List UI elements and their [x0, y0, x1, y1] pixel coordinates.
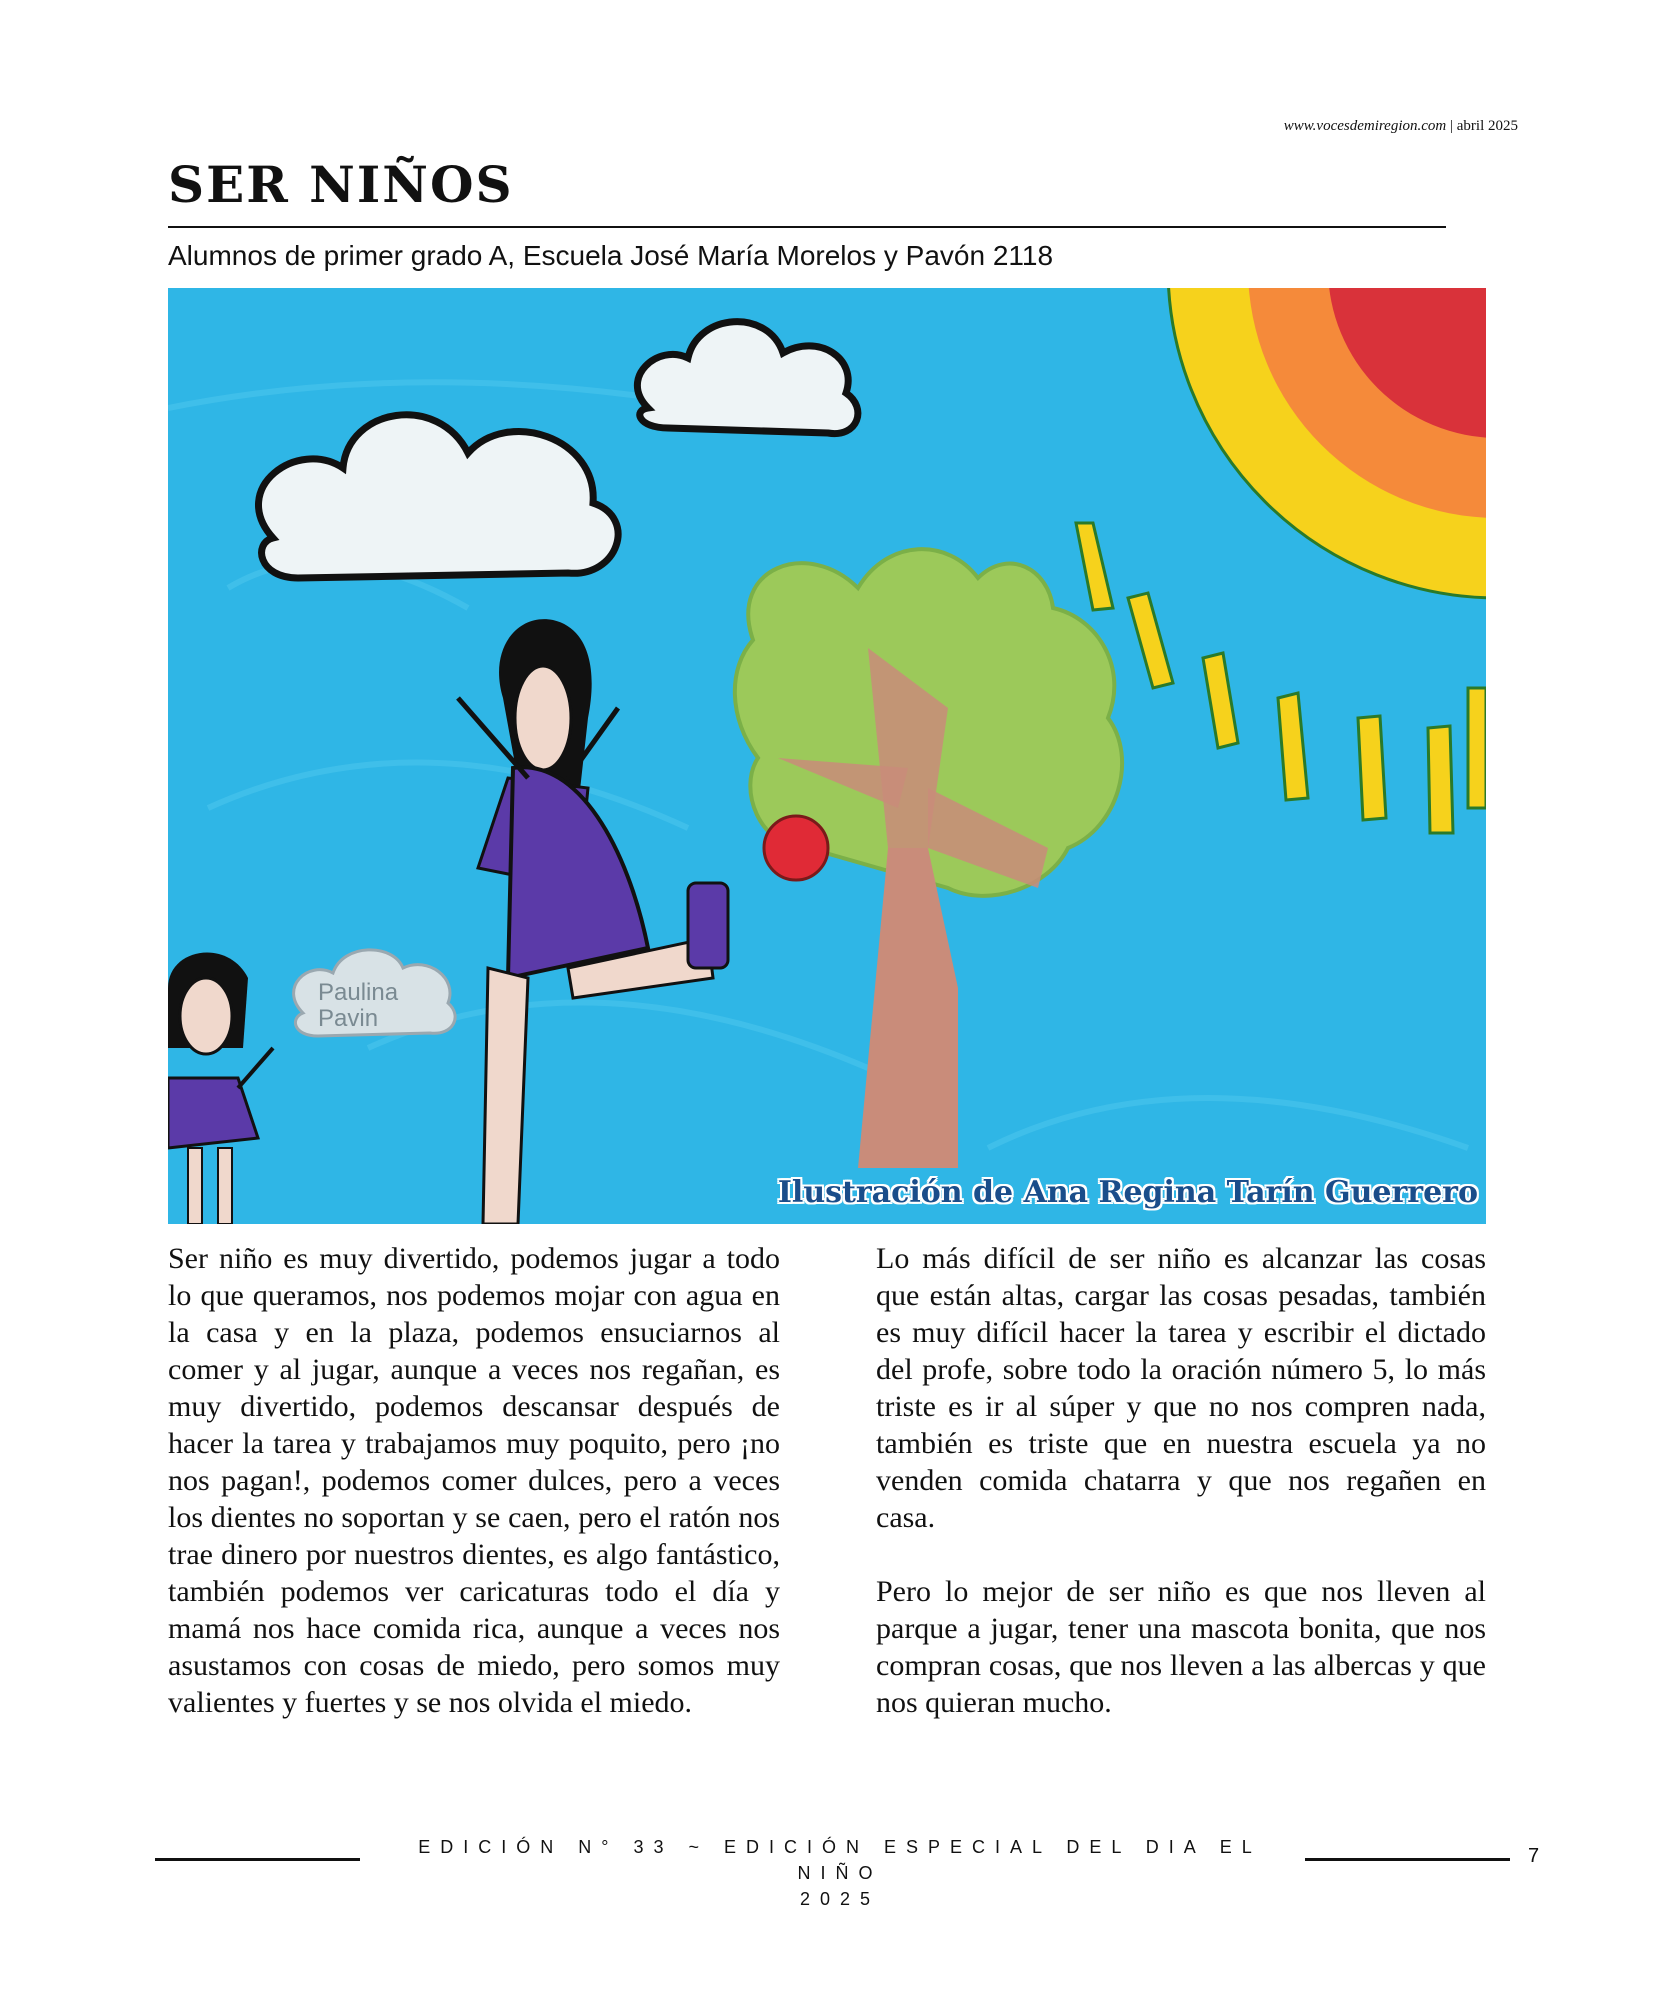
ball-drawing: [764, 816, 828, 880]
article-title: SER NIÑOS: [168, 155, 514, 214]
footer-edition: [390, 1834, 1290, 1912]
article-subtitle: Alumnos de primer grado A, Escuela José María Morelos y Pavón 2118: [168, 240, 1054, 271]
paragraph-left-1: Ser niño es muy divertido, podemos jugar a todo lo que queramos, nos podemos mojar con agua en la casa y en la plaza, podemos ensuciarnos al comer y al jugar, aunque a veces nos regañan, es muy divertido, podemos descansar después de hacer la tarea y trabajamos muy poquito, pero ¡no nos pagan!, podemos comer dulces, pero a veces los dientes no soportan y se caen, pero el ratón nos trae dinero por nuestros dientes, es algo fantástico, también podemos ver caricaturas todo el día y mamá nos hace comida rica, aunque a veces nos asustamos con cosas de miedo, pero somos muy valientes y fuertes y se nos olvida el miedo.: [168, 1242, 780, 1719]
paragraph-right-2: Pero lo mejor de ser niño es que nos lleven al parque a jugar, tener una mascota bonita, que nos compran cosas, que nos lleven a las albercas y que nos quieran mucho.: [876, 1575, 1486, 1719]
page-number: 7: [1528, 1845, 1540, 1867]
header-meta: [1284, 118, 1518, 135]
title-divider: [168, 226, 1446, 228]
footer-edition-line1: EDICIÓN N° 33 ~ EDICIÓN ESPECIAL DEL DIA EL NIÑO: [418, 1837, 1262, 1883]
cloud-text-1: Paulina: [318, 979, 399, 1006]
site-url[interactable]: www.vocesdemiregion.com: [1283, 118, 1447, 134]
child-drawing-illustration: [168, 288, 1486, 1224]
footer-line-left: [155, 1858, 360, 1861]
footer-edition-line2: 2025: [799, 1889, 881, 1909]
article-column-left: [168, 1240, 780, 1721]
issue-date: abril 2025: [1456, 118, 1518, 134]
illustration-credit: Ilustración de Ana Regina Tarín Guerrero: [777, 1175, 1478, 1210]
paragraph-right-1: Lo más difícil de ser niño es alcanzar las cosas que están altas, cargar las cosas pesadas, también es muy difícil hacer la tarea y escribir el dictado del profe, sobre todo la oración número 5, lo más triste es ir al súper y que no nos compren nada, también es triste que en nuestra escuela ya no venden comida chatarra y que nos regañen en casa.: [876, 1242, 1486, 1534]
footer-line-right: [1305, 1858, 1510, 1861]
drawing-svg: [168, 288, 1486, 1224]
article-column-right: [876, 1240, 1486, 1721]
cloud-text-2: Pavin: [318, 1005, 379, 1032]
header-separator: |: [1446, 118, 1457, 134]
